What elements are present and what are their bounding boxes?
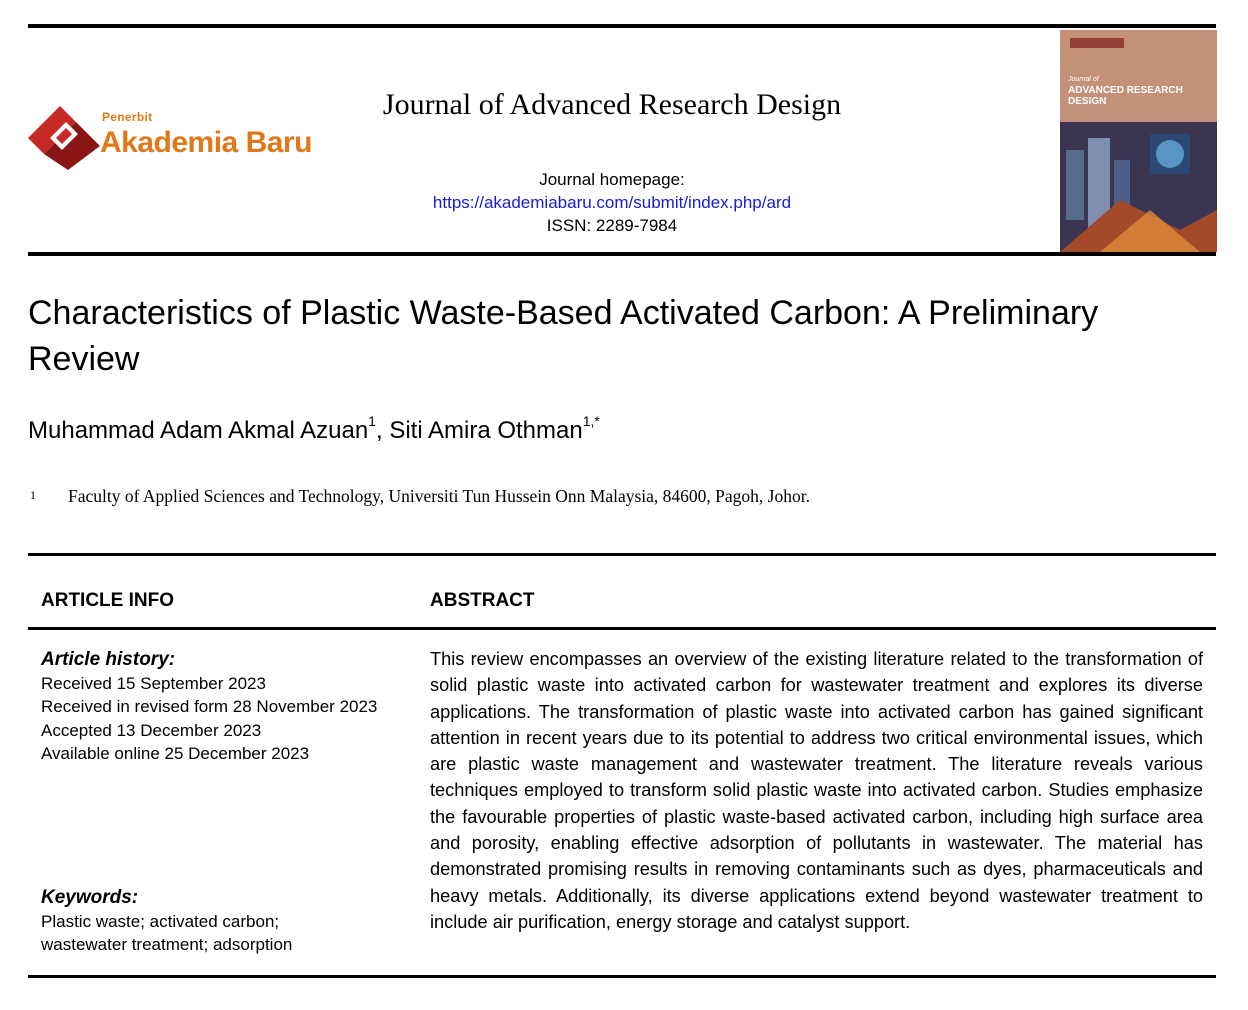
history-received: Received 15 September 2023: [41, 673, 266, 693]
author-2-affiliation-mark: 1,*: [582, 413, 600, 429]
issn: ISSN: 2289-7984: [546, 216, 678, 235]
affiliation-number: 1: [30, 488, 36, 502]
history-accepted: Accepted 13 December 2023: [41, 720, 262, 740]
logo-name-text: Akademia Baru: [100, 126, 312, 159]
affiliation: Faculty of Applied Sciences and Technology, Universiti Tun Hussein Onn Malaysia, 84600, Pagoh, Johor.: [68, 486, 810, 506]
abstract-heading: ABSTRACT: [430, 590, 535, 611]
info-mid-rule: [28, 627, 1216, 630]
paper-title-line1: Characteristics of Plastic Waste-Based Activated Carbon: A Preliminary: [28, 294, 1099, 332]
header-bottom-rule: [28, 252, 1216, 256]
paper-title-line2: Review: [28, 340, 140, 378]
journal-cover-image: [1060, 30, 1217, 252]
paper-title: [28, 290, 1218, 382]
keywords-line-2: wastewater treatment; adsorption: [41, 935, 293, 954]
info-top-rule: [28, 553, 1216, 556]
publisher-logo-icon: [26, 104, 102, 172]
logo-penerbit-text: Penerbit: [102, 110, 153, 124]
info-bottom-rule: [28, 975, 1216, 978]
history-revised: Received in revised form 28 November 2023: [41, 697, 378, 716]
article-history-heading: Article history:: [41, 649, 176, 670]
cover-artwork-icon: [1060, 30, 1217, 252]
cover-title: [1068, 74, 1183, 107]
keywords-line-1: Plastic waste; activated carbon;: [41, 911, 280, 931]
author-2: Siti Amira Othman: [389, 417, 583, 444]
cover-title-line2: DESIGN: [1068, 96, 1107, 107]
history-online: Available online 25 December 2023: [41, 744, 310, 763]
keywords: [41, 886, 292, 957]
abstract-text: This review encompasses an overview of the existing literature related to the transformation of solid plastic waste into activated carbon for wastewater treatment and explores its diverse applications. The transformation of plastic waste into activated carbon has gained significant attention in recent years due to its potential to address two critical environmental issues, which are plastic waste management and wastewater treatment. The literature reveals various techniques employed to transform solid plastic waste into activated carbon. Studies emphasize the favourable properties of plastic waste-based activated carbon, including high surface area and porosity, enabling effective adsorption of pollutants in wastewater. The material has demonstrated promising results in removing contaminants such as dyes, pharmaceuticals and heavy metals. Additionally, its diverse applications extend beyond wastewater treatment to include air purification, energy storage and catalyst support.: [430, 649, 1203, 932]
author-separator: ,: [375, 417, 390, 444]
publisher-logo: [26, 104, 312, 174]
keywords-heading: Keywords:: [41, 887, 139, 908]
cover-small-text: Journal of: [1068, 76, 1099, 83]
homepage-label: Journal homepage:: [539, 170, 685, 189]
cover-title-line1: ADVANCED RESEARCH: [1068, 85, 1183, 96]
homepage-link[interactable]: https://akademiabaru.com/submit/index.php/ard: [432, 193, 792, 212]
article-history: [41, 648, 377, 766]
homepage-link-wrap: [330, 193, 894, 213]
journal-title: Journal of Advanced Research Design: [382, 88, 842, 121]
author-list: [28, 413, 600, 445]
article-info-heading: ARTICLE INFO: [41, 590, 174, 611]
header-top-rule: [28, 24, 1216, 28]
author-1: Muhammad Adam Akmal Azuan: [28, 417, 369, 444]
author-1-affiliation-mark: 1: [368, 413, 376, 429]
